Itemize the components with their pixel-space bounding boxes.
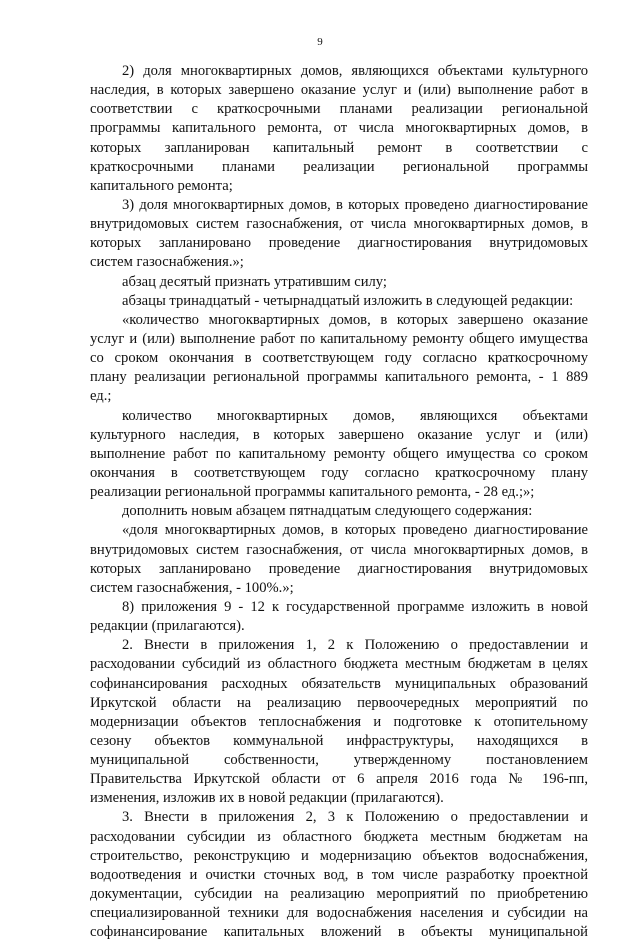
text-line: водоотведения и очистки сточных вод, в том числе разработку проектной xyxy=(90,866,588,883)
text-line: выполнение работ по капитальному ремонту общего имущества со сроком xyxy=(90,445,588,462)
text-line: 8) приложения 9 - 12 к государственной программе изложить в новой xyxy=(122,598,588,615)
text-line: софинансирования расходных обязательств муниципальных образований xyxy=(90,675,588,692)
text-line: строительство, реконструкцию и модернизацию объектов водоснабжения, xyxy=(90,847,588,864)
text-line: муниципальной собственности, утвержденному постановлением xyxy=(90,752,588,769)
document-body xyxy=(90,62,588,942)
text-line: 2) доля многоквартирных домов, являющихся объектами культурного xyxy=(122,63,588,79)
text-line: сезону объектов коммунальной инфраструктуры, находящихся в xyxy=(90,732,588,749)
text-line: «количество многоквартирных домов, в которых завершено оказание xyxy=(122,311,588,328)
text-line: внутридомовых систем газоснабжения, от числа многоквартирных домов, в xyxy=(90,216,588,233)
text-line: документации, субсидии на реализацию мероприятий по приобретению xyxy=(90,886,588,903)
text-line: расходовании субсидий из областного бюджета местным бюджетам в целях xyxy=(90,656,588,673)
text-line: дополнить новым абзацем пятнадцатым следующего содержания: xyxy=(122,503,533,520)
text-line: со сроком окончания в соответствующем году согласно краткосрочному xyxy=(90,350,588,367)
text-line: расходовании субсидии из областного бюджета местным бюджетам на xyxy=(90,828,588,845)
text-line: которых запланировано проведение диагностирования внутридомовых xyxy=(90,560,588,577)
text-line: соответствии с краткосрочными планами реализации региональной xyxy=(90,101,588,118)
text-line: 2. Внести в приложения 1, 2 к Положению о предоставлении и xyxy=(122,637,588,654)
text-line: специализированной техники для водоснабжения населения и субсидии на xyxy=(90,905,588,922)
text-line: наследия, в которых завершено оказание услуг и (или) выполнение работ в xyxy=(90,82,588,99)
text-line: окончания в соответствующем году согласно краткосрочному плану xyxy=(90,464,588,481)
text-line: внутридомовых систем газоснабжения, от числа многоквартирных домов, в xyxy=(90,541,588,558)
text-line: краткосрочными планами реализации региональной программы xyxy=(90,158,588,175)
text-line: реализации региональной программы капитального ремонта, - 28 ед.;»; xyxy=(90,484,535,501)
text-line: ед.; xyxy=(90,388,112,405)
text-line: плану реализации региональной программы капитального ремонта, - 1 889 xyxy=(90,369,588,386)
text-line: Правительства Иркутской области от 6 апреля 2016 года № 196-пп, xyxy=(90,771,588,788)
text-line: культурного наследия, в которых завершено оказание услуг и (или) xyxy=(90,426,588,443)
text-line: 3) доля многоквартирных домов, в которых проведено диагностирование xyxy=(122,196,588,213)
text-line: изменения, изложив их в новой редакции (прилагаются). xyxy=(90,790,444,807)
text-line: редакции (прилагаются). xyxy=(90,618,245,635)
text-line: которых запланирован капитальный ремонт в соответствии с xyxy=(90,139,588,156)
text-line: систем газоснабжения.»; xyxy=(90,254,244,271)
text-line: Иркутской области на реализацию первоочередных мероприятий по xyxy=(90,694,588,711)
text-line: количество многоквартирных домов, являющихся объектами xyxy=(122,407,588,424)
text-line: абзац десятый признать утратившим силу; xyxy=(122,273,387,290)
text-line: 3. Внести в приложения 2, 3 к Положению о предоставлении и xyxy=(122,809,588,826)
page-number: 9 xyxy=(317,36,323,48)
text-line: абзацы тринадцатый - четырнадцатый изложить в следующей редакции: xyxy=(122,292,574,309)
text-line: которых запланировано проведение диагностирования внутридомовых xyxy=(90,235,588,252)
text-line: «доля многоквартирных домов, в которых проведено диагностирование xyxy=(122,522,588,539)
text-line: систем газоснабжения, - 100%.»; xyxy=(90,579,294,596)
text-line: услуг и (или) выполнение работ по капитальному ремонту общего имущества xyxy=(90,330,588,347)
text-line: модернизации объектов теплоснабжения и подготовке к отопительному xyxy=(90,713,588,730)
text-line: капитального ремонта; xyxy=(90,177,233,194)
text-line: программы капитального ремонта, от числа многоквартирных домов, в xyxy=(90,120,588,137)
text-line: софинансирование капитальных вложений в объекты муниципальной xyxy=(90,924,588,941)
